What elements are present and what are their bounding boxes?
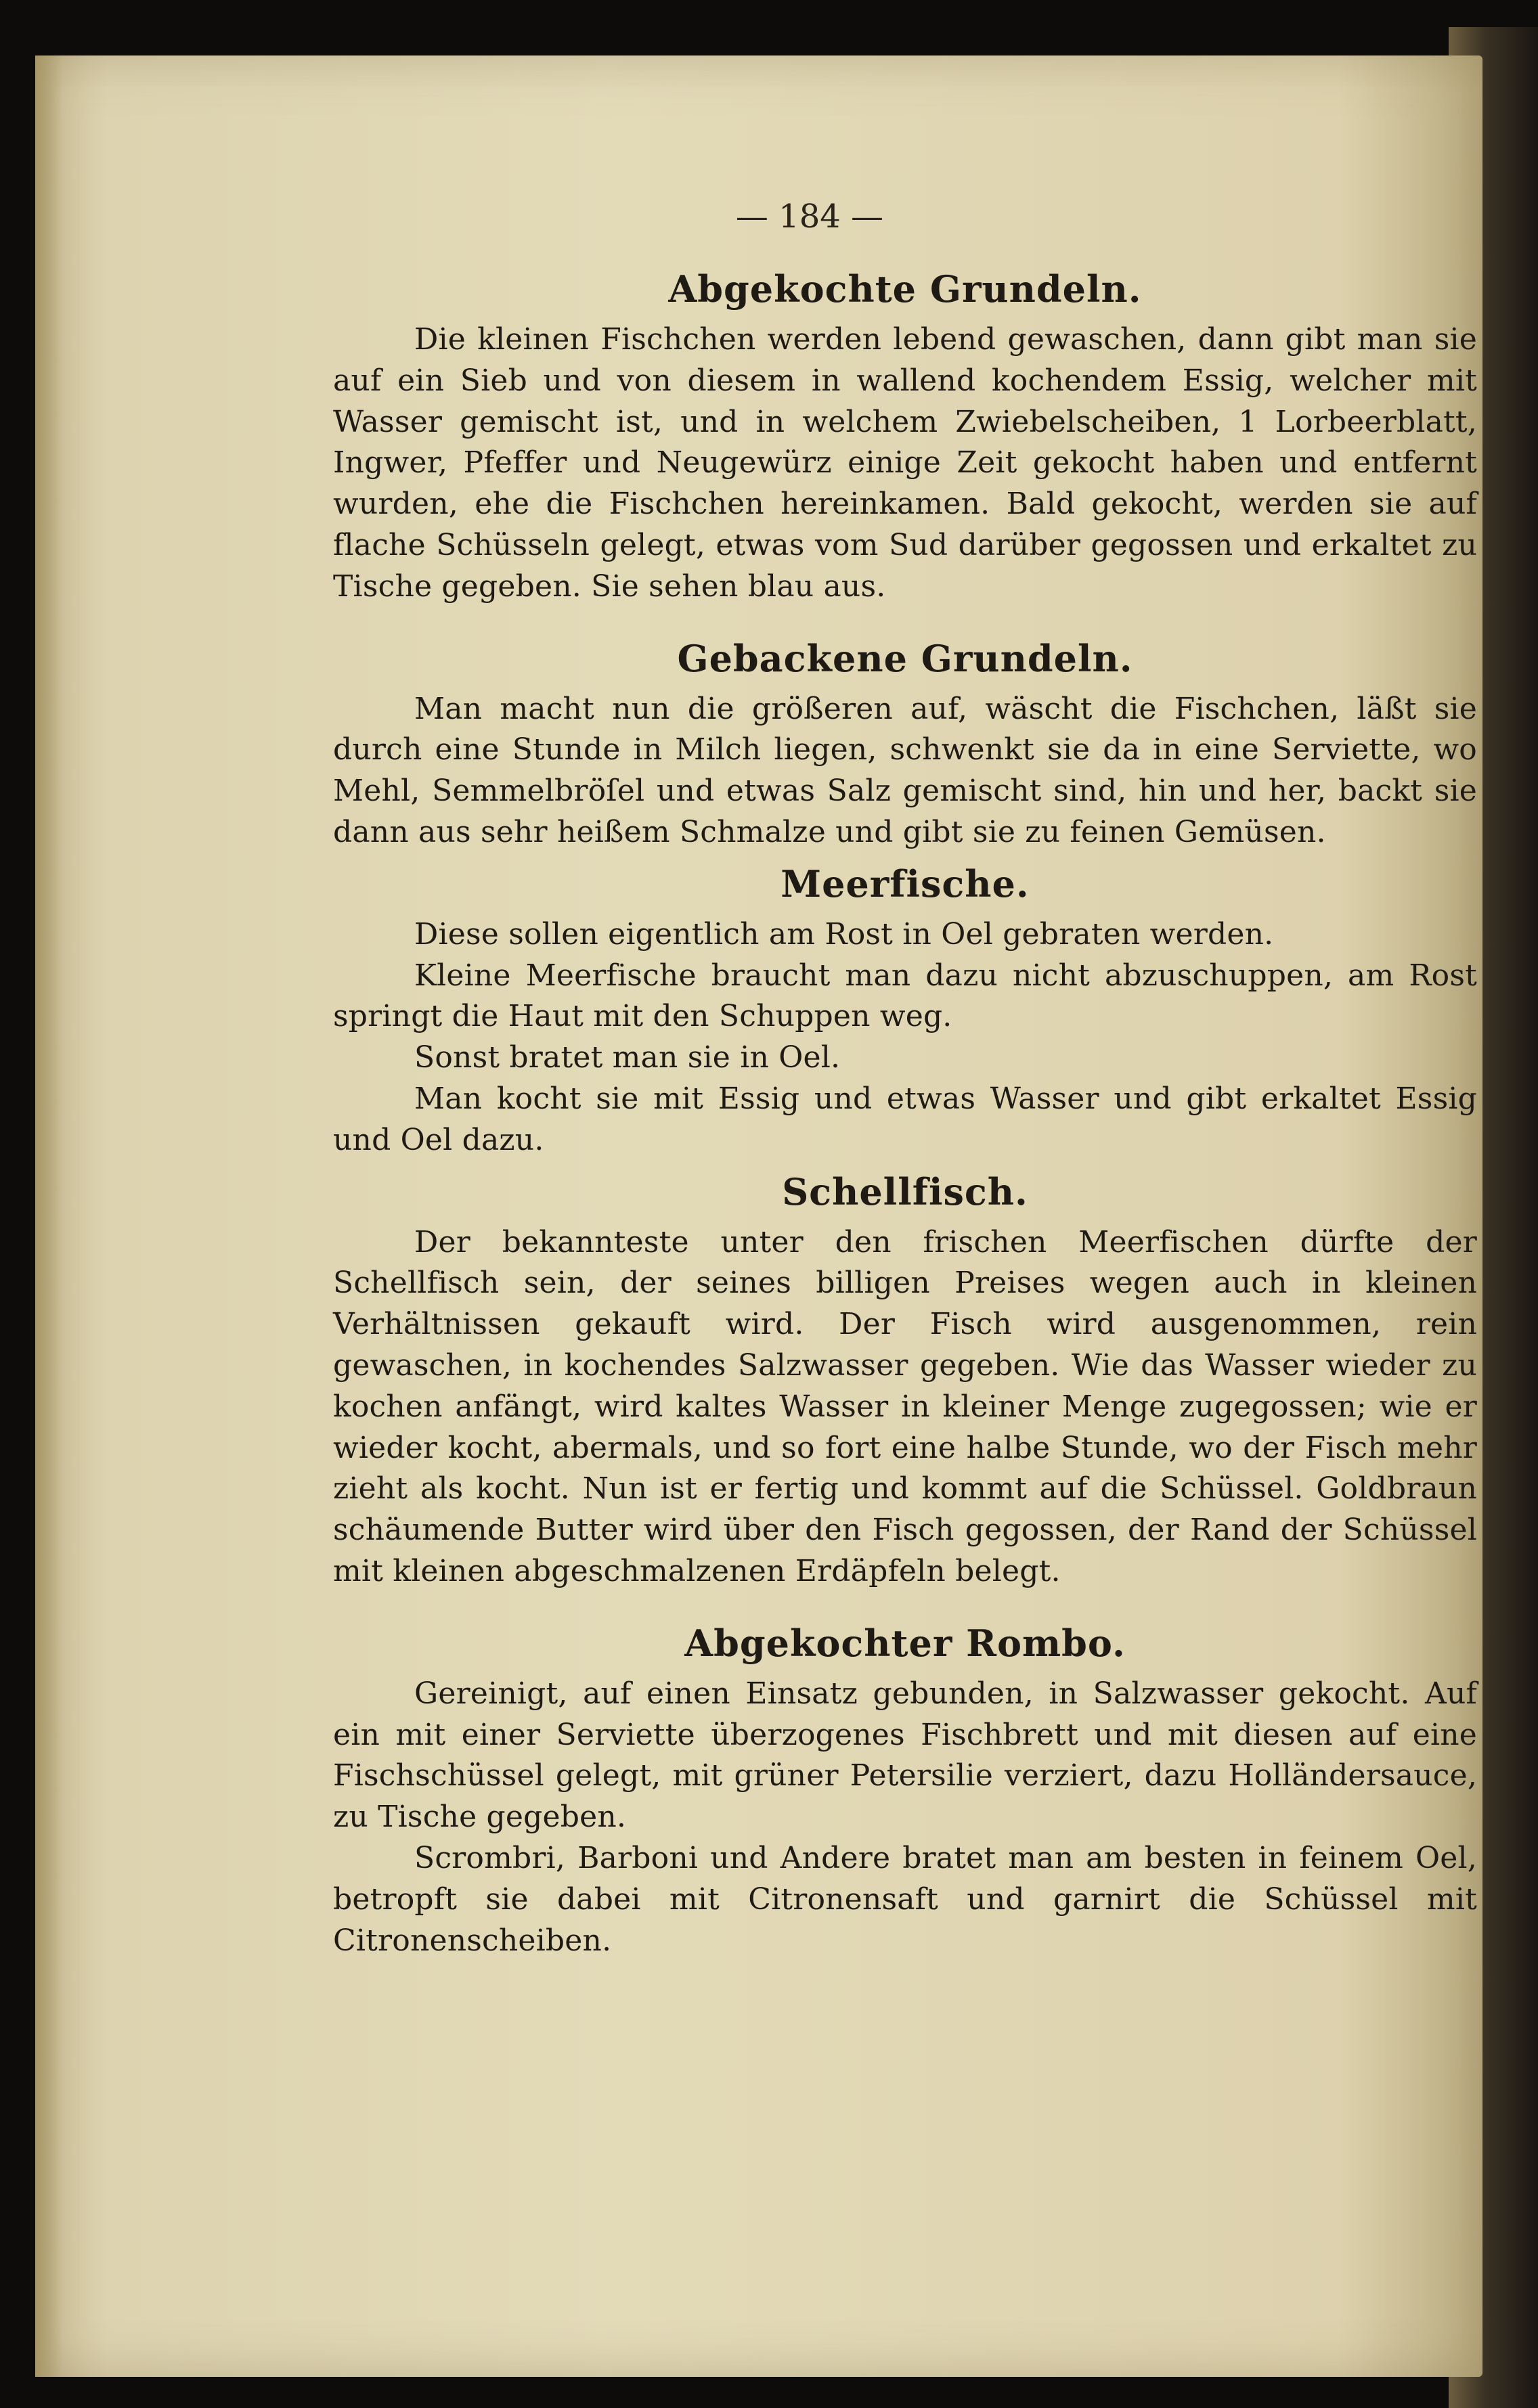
section-title: Schellfisch.: [782, 1169, 1028, 1213]
paragraph: Der bekannteste unter den frischen Meerfischen dürfte der Schellfisch sein, der seines billigen Preises wegen auch in kleinen Verhältnissen gekauft wird. Der Fisch wird ausgenommen, rein gewaschen, in kochendes Salzwasser gegeben. Wie das Wasser wieder zu kochen anfängt, wird kaltes Wasser in kleiner Menge zugegossen; wie er wieder kocht, abermals, und so fort eine halbe Stunde, wo der Fisch mehr zieht als kocht. Nun ist er fertig und kommt auf die Schüssel. Goldbraun schäumende Butter wird über den Fisch gegossen, der Rand der Schüssel mit kleinen abgeschmalzenen Erdäpfeln belegt.: [333, 1224, 1477, 1588]
paragraph: Die kleinen Fischchen werden lebend gewaschen, dann gibt man sie auf ein Sieb und von diesem in wallend kochendem Essig, welcher mit Wasser gemischt ist, und in welchem Zwiebelscheiben, 1 Lorbeerblatt, Ingwer, Pfeffer und Neugewürz einige Zeit gekocht haben und entfernt wurden, ehe die Fischchen hereinkamen. Bald gekocht, werden sie auf flache Schüsseln gelegt, etwas vom Sud darüber gegossen und erkaltet zu Tische gegeben. Sie sehen blau aus.: [333, 322, 1477, 604]
page-content: [333, 259, 1477, 1961]
section-title: Abgekochter Rombo.: [684, 1621, 1126, 1665]
page-number: — 184 —: [735, 198, 884, 236]
paragraph: Diese sollen eigentlich am Rost in Oel gebraten werden.: [414, 916, 1274, 952]
paragraph: Man macht nun die größeren auf, wäscht die Fischchen, läßt sie durch eine Stunde in Milch liegen, schwenkt sie da in eine Serviette, wo Mehl, Semmelbröſel und etwas Salz gemischt sind, hin und her, backt sie dann aus sehr heißem Schmalze und gibt sie zu feinen Gemüsen.: [333, 691, 1477, 849]
paragraph: Gereinigt, auf einen Einsatz gebunden, in Salzwasser gekocht. Auf ein mit einer Serviette überzogenes Fischbrett und mit diesen auf eine Fischschüssel gelegt, mit grüner Petersilie verziert, dazu Holländersauce, zu Tische gegeben.: [333, 1676, 1477, 1835]
section-title: Abgekochte Grundeln.: [668, 267, 1142, 311]
paragraph: Kleine Meerfische braucht man dazu nicht abzuschuppen, am Rost springt die Haut mit den Schuppen weg.: [333, 958, 1477, 1034]
book-page: [35, 55, 1482, 2377]
page-gutter: [35, 55, 62, 2377]
section-title: Meerfische.: [781, 862, 1030, 906]
paragraph: Scrombri, Barboni und Andere bratet man am besten in feinem Oel, betropft sie dabei mit Citronensaft und garnirt die Schüssel mit Citronenscheiben.: [333, 1840, 1477, 1958]
paragraph: Man kocht sie mit Essig und etwas Wasser und gibt erkaltet Essig und Oel dazu.: [333, 1081, 1477, 1157]
paragraph: Sonst bratet man sie in Oel.: [414, 1040, 841, 1075]
section-title: Gebackene Grundeln.: [677, 636, 1133, 680]
